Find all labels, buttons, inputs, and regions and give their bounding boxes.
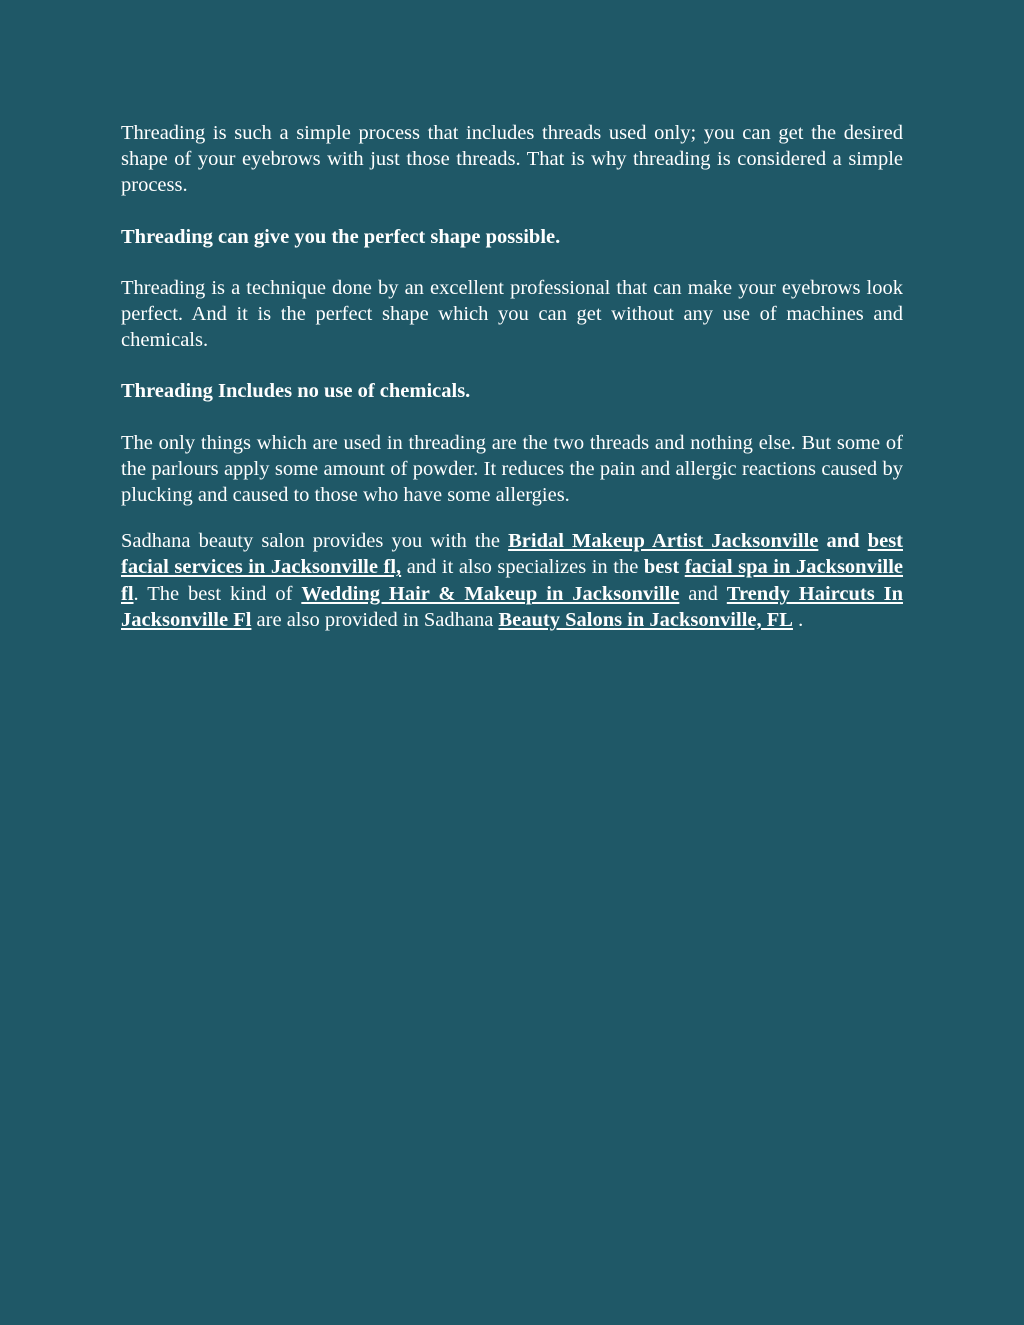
- closing-text-6: .: [792, 608, 804, 631]
- heading-no-chemicals: Threading Includes no use of chemicals.: [121, 380, 471, 403]
- paragraph-threading-simple: Threading is such a simple process that includes threads used only; you can get the desired shape of your eyebrows with just those threads. That is why threading is considered a simple process.: [121, 122, 903, 197]
- bridal-makeup-link[interactable]: Bridal Makeup Artist Jacksonville: [508, 530, 819, 553]
- paragraph-threading-technique: Threading is a technique done by an excellent professional that can make your eyebrows look perfect. And it is the perfect shape which you can get without any use of machines and chemicals.: [121, 276, 903, 352]
- closing-text-2: and it also specializes in the: [401, 556, 644, 579]
- trendy-haircuts-link[interactable]: Trendy Haircuts In Jacksonville Fl: [121, 582, 903, 631]
- wedding-hair-makeup-link[interactable]: Wedding Hair & Makeup in Jacksonville: [301, 582, 680, 605]
- closing-bold-best: best: [643, 556, 685, 579]
- closing-bold-and: and: [818, 530, 868, 553]
- facial-services-link[interactable]: best facial services in Jacksonville fl,: [121, 530, 903, 579]
- facial-spa-link[interactable]: facial spa in Jacksonville fl: [121, 556, 904, 605]
- paragraph-salon-services: [121, 528, 903, 633]
- closing-text-5: are also provided in Sadhana: [251, 608, 499, 631]
- closing-text-3: . The best kind of: [133, 582, 302, 605]
- beauty-salons-link[interactable]: Beauty Salons in Jacksonville, FL: [498, 608, 793, 631]
- paragraph-threads-only: The only things which are used in threading are the two threads and nothing else. But some of the parlours apply some amount of powder. It reduces the pain and allergic reactions caused by plucking and caused to those who have some allergies.: [121, 431, 903, 507]
- closing-text-1: Sadhana beauty salon provides you with the: [121, 530, 509, 553]
- closing-text-4: and: [679, 582, 727, 605]
- document-body: [121, 120, 903, 633]
- heading-perfect-shape: Threading can give you the perfect shape possible.: [121, 225, 561, 248]
